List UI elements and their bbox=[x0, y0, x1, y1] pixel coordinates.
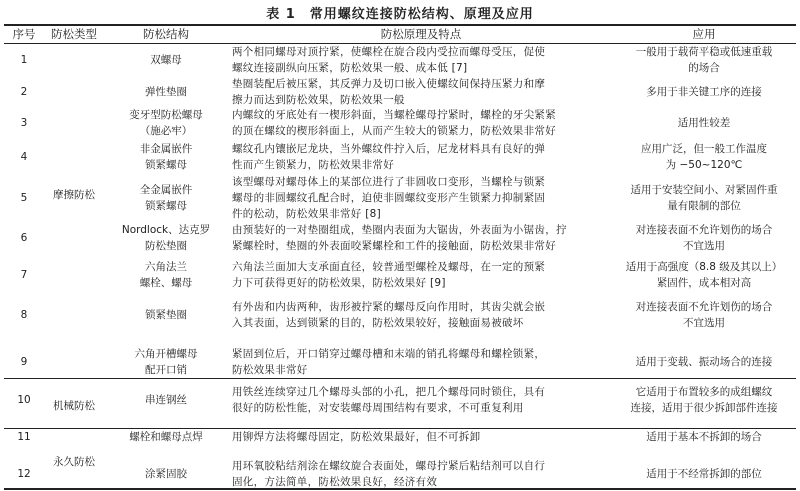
application-cell bbox=[612, 84, 796, 100]
structure-cell-line: 弹性垫圈 bbox=[145, 86, 187, 98]
structure-cell-line: 锁紧螺母 bbox=[145, 159, 187, 171]
principle-cell-line: 螺母的非圆螺纹孔配合时，迫使非圆螺纹变形产生锁紧力抑制紧固 bbox=[232, 192, 546, 204]
principle-cell-line: 擦力而达到防松效果，防松效果一般 bbox=[232, 94, 405, 106]
principle-cell-line: 垫圈装配后被压紧，其反弹力及切口嵌入使螺纹间保持压紧力和摩 bbox=[232, 78, 546, 90]
principle-cell-line: 该型螺母对螺母体上的某部位进行了非圆收口变形，当螺栓与锁紧 bbox=[232, 176, 546, 188]
application-cell-line: 为 −50~120℃ bbox=[665, 159, 743, 171]
application-cell bbox=[612, 299, 796, 331]
principle-cell bbox=[232, 346, 610, 378]
application-cell bbox=[612, 429, 796, 445]
structure-cell-line: 六角法兰 bbox=[145, 261, 187, 273]
row-number: 3 bbox=[20, 117, 28, 129]
principle-cell bbox=[232, 384, 610, 416]
principle-cell-line: 防松效果非常好 bbox=[232, 364, 308, 376]
principle-cell bbox=[232, 299, 610, 331]
application-cell-line: 适用于高强度（8.8 级及其以上） bbox=[625, 261, 783, 273]
category-mechanical: 机械防松 bbox=[53, 400, 95, 412]
principle-cell-line: 的顶在螺纹的楔形斜面上，从而产生较大的锁紧力，防松效果非常好 bbox=[232, 125, 556, 137]
principle-cell bbox=[232, 222, 610, 254]
application-cell bbox=[612, 354, 796, 370]
application-cell bbox=[612, 115, 796, 131]
principle-cell bbox=[232, 107, 610, 139]
application-cell-line: 对连接表面不允许划伤的场合 bbox=[635, 301, 773, 313]
category-friction: 摩擦防松 bbox=[53, 189, 95, 201]
structure-cell-line: 变牙型防松螺母 bbox=[129, 109, 203, 121]
application-cell bbox=[612, 259, 796, 291]
principle-cell bbox=[232, 174, 610, 222]
group-rule bbox=[4, 378, 796, 379]
application-cell bbox=[612, 141, 796, 173]
structure-cell bbox=[102, 222, 230, 254]
structure-cell bbox=[102, 182, 230, 214]
structure-cell bbox=[102, 52, 230, 68]
principle-cell-line: 件的松动，防松效果非常好 [8] bbox=[232, 208, 382, 220]
principle-cell-line: 用环氧胶粘结剂涂在螺纹旋合表面处，螺母拧紧后粘结剂可以自行 bbox=[232, 460, 546, 472]
structure-cell-line: 锁紧垫圈 bbox=[145, 309, 187, 321]
application-cell bbox=[612, 384, 796, 416]
principle-cell-line: 固化，方法简单，防松效果良好，经济有效 bbox=[232, 476, 438, 488]
row-number: 4 bbox=[20, 151, 28, 163]
application-cell-line: 连接，适用于很少拆卸部件连接 bbox=[630, 402, 778, 414]
application-cell-line: 适用于安装空间小、对紧固件重 bbox=[630, 184, 778, 196]
principle-cell-line: 有外齿和内齿两种，齿形被拧紧的螺母反向作用时，其齿尖就会嵌 bbox=[232, 301, 546, 313]
application-cell-line: 适用性较差 bbox=[677, 117, 731, 129]
application-cell-line: 紧固件，成本相对高 bbox=[656, 277, 752, 289]
principle-cell-line: 入其表面，达到锁紧的目的，防松效果较好，接触面易被破坏 bbox=[232, 317, 524, 329]
application-cell-line: 适用于变载、振动场合的连接 bbox=[635, 356, 773, 368]
category-permanent: 永久防松 bbox=[53, 456, 95, 468]
principle-cell-line: 由预装好的一对垫圈组成，垫圈内表面为大锯齿，外表面为小锯齿，拧 bbox=[232, 224, 567, 236]
structure-cell bbox=[102, 429, 230, 445]
principle-cell-line: 六角法兰面加大支承面直径，较普通型螺栓及螺母，在一定的预紧 bbox=[232, 261, 546, 273]
row-number: 10 bbox=[17, 394, 31, 406]
header-application: 应用 bbox=[692, 27, 716, 41]
structure-cell-line: 六角开槽螺母 bbox=[134, 348, 198, 360]
row-number: 1 bbox=[20, 54, 28, 66]
structure-cell-line: 锁紧螺母 bbox=[145, 200, 187, 212]
structure-cell bbox=[102, 259, 230, 291]
row-number: 8 bbox=[20, 309, 28, 321]
row-number: 2 bbox=[20, 86, 28, 98]
row-number: 11 bbox=[17, 431, 31, 443]
row-number: 12 bbox=[17, 468, 31, 480]
application-cell-line: 对连接表面不允许划伤的场合 bbox=[635, 224, 773, 236]
structure-cell-line: 配开口销 bbox=[145, 364, 187, 376]
structure-cell bbox=[102, 346, 230, 378]
structure-cell bbox=[102, 107, 230, 139]
application-cell-line: 适用于基本不拆卸的场合 bbox=[646, 431, 762, 443]
principle-cell-line: 螺纹孔内镶嵌尼龙块，当外螺纹件拧入后，尼龙材料具有良好的弹 bbox=[232, 143, 546, 155]
row-number: 7 bbox=[20, 269, 28, 281]
principle-cell bbox=[232, 141, 610, 173]
header-no: 序号 bbox=[12, 27, 36, 41]
structure-cell bbox=[102, 307, 230, 323]
application-cell bbox=[612, 222, 796, 254]
structure-cell-line: 全金属嵌件 bbox=[139, 184, 193, 196]
structure-cell bbox=[102, 141, 230, 173]
application-cell-line: 应用广泛，但一般工作温度 bbox=[641, 143, 767, 155]
structure-cell bbox=[102, 84, 230, 100]
principle-cell bbox=[232, 76, 610, 108]
application-cell-line: 量有限制的部位 bbox=[667, 200, 741, 212]
application-cell-line: 的场合 bbox=[688, 62, 720, 74]
principle-cell-line: 紧固到位后，开口销穿过螺母槽和末端的销孔将螺母和螺栓锁紧， bbox=[232, 348, 546, 360]
header-principle: 防松原理及特点 bbox=[380, 27, 462, 41]
principle-cell-line: 内螺纹的牙底处有一楔形斜面，当螺栓螺母拧紧时，螺栓的牙尖紧紧 bbox=[232, 109, 556, 121]
principle-cell-line: 很好的防松性能，对安装螺母周围结构有要求，不可重复利用 bbox=[232, 402, 524, 414]
principle-cell bbox=[232, 259, 610, 291]
application-cell-line: 它适用于布置较多的成组螺纹 bbox=[635, 386, 773, 398]
structure-cell-line: 涂紧固胶 bbox=[145, 468, 187, 480]
header-structure: 防松结构 bbox=[143, 27, 189, 41]
application-cell-line: 一般用于载荷平稳或低速重载 bbox=[635, 46, 773, 58]
principle-cell-line: 紧螺栓时，垫圈的外表面咬紧螺栓和工件的接触面，防松效果非常好 bbox=[232, 240, 556, 252]
principle-cell-line: 性而产生锁紧力，防松效果非常好 bbox=[232, 159, 394, 171]
application-cell bbox=[612, 182, 796, 214]
application-cell-line: 适用于不经常拆卸的部位 bbox=[646, 468, 762, 480]
principle-cell-line: 两个相同螺母对顶拧紧，使螺栓在旋合段内受拉而螺母受压，促使 bbox=[232, 46, 546, 58]
structure-cell-line: 螺栓和螺母点焊 bbox=[129, 431, 203, 443]
application-cell-line: 多用于非关键工序的连接 bbox=[646, 86, 762, 98]
structure-cell-line: 双螺母 bbox=[150, 54, 182, 66]
structure-cell-line: Nordlock、达克罗 bbox=[121, 224, 211, 236]
principle-cell bbox=[232, 429, 610, 445]
row-number: 6 bbox=[20, 232, 28, 244]
structure-cell-line: 螺栓、螺母 bbox=[139, 277, 193, 289]
principle-cell-line: 力下可获得更好的防松效果，防松效果好 [9] bbox=[232, 277, 446, 289]
structure-cell-line: （施必牢） bbox=[139, 125, 193, 137]
structure-cell-line: 非金属嵌件 bbox=[139, 143, 193, 155]
principle-cell bbox=[232, 458, 610, 490]
structure-cell bbox=[102, 466, 230, 482]
table-title: 表 1 常用螺纹连接防松结构、原理及应用 bbox=[266, 7, 534, 22]
application-cell bbox=[612, 44, 796, 76]
row-number: 9 bbox=[20, 356, 28, 368]
header-type: 防松类型 bbox=[51, 27, 97, 41]
principle-cell-line: 用铁丝连续穿过几个螺母头部的小孔，把几个螺母同时锁住，具有 bbox=[232, 386, 546, 398]
row-number: 5 bbox=[20, 192, 28, 204]
structure-cell-line: 防松垫圈 bbox=[145, 240, 187, 252]
application-cell-line: 不宜选用 bbox=[683, 317, 725, 329]
principle-cell-line: 螺纹连接副纵向压紧，防松效果一般、成本低 [7] bbox=[232, 62, 468, 74]
structure-cell bbox=[102, 392, 230, 408]
application-cell-line: 不宜选用 bbox=[683, 240, 725, 252]
structure-cell-line: 串连钢丝 bbox=[145, 394, 187, 406]
application-cell bbox=[612, 466, 796, 482]
principle-cell bbox=[232, 44, 610, 76]
principle-cell-line: 用铆焊方法将螺母固定，防松效果最好，但不可拆卸 bbox=[232, 431, 481, 443]
